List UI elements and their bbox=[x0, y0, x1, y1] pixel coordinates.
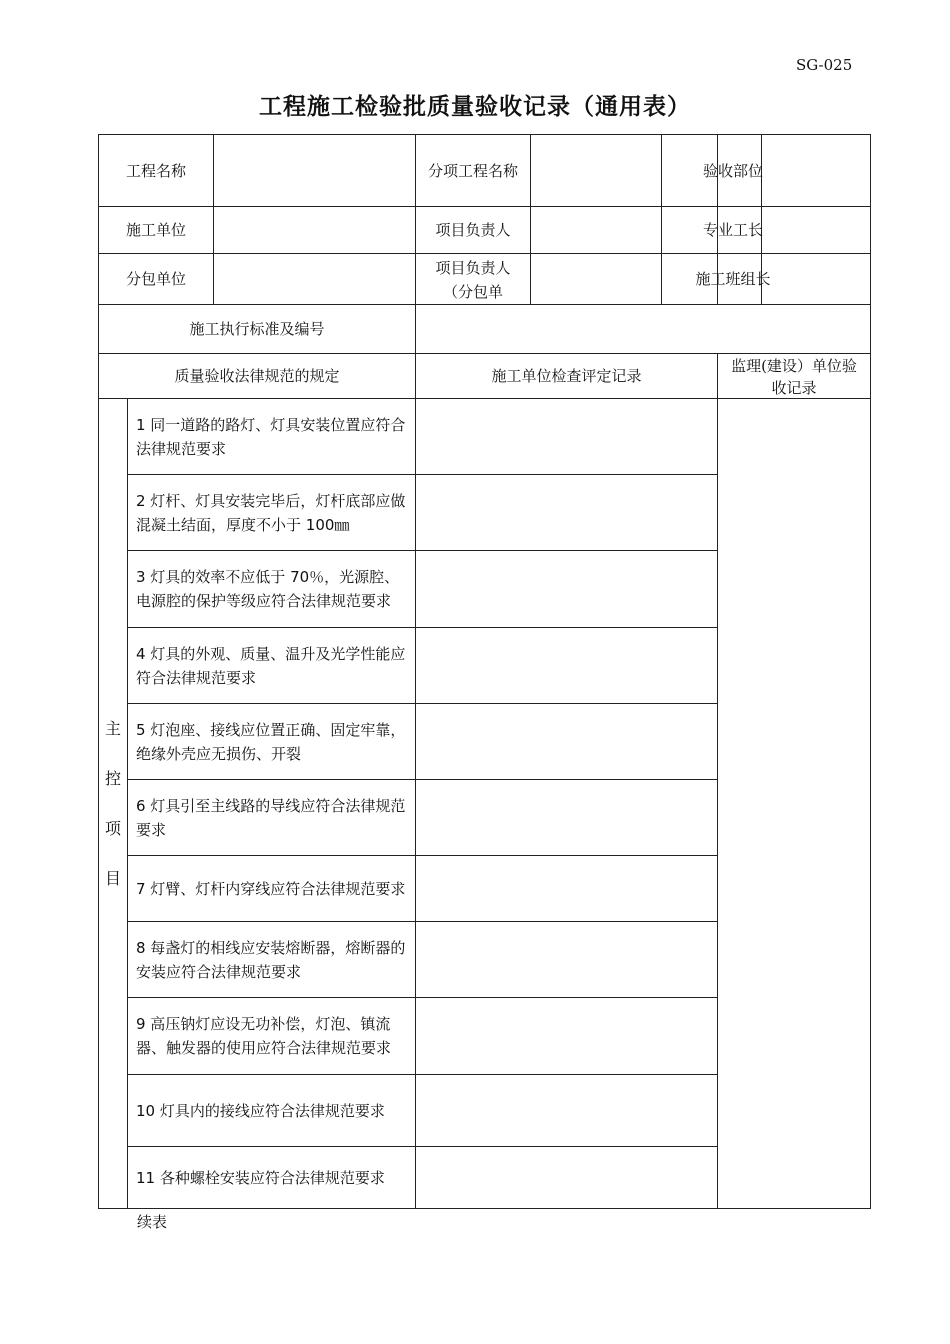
requirement-item: 8 每盏灯的相线应安装熔断器，熔断器的安装应符合法律规范要求 bbox=[128, 922, 416, 998]
table-row bbox=[99, 399, 871, 475]
acceptance-form-table bbox=[98, 134, 871, 1209]
construction-record-cell[interactable] bbox=[416, 998, 718, 1075]
construction-unit-label: 施工单位 bbox=[99, 207, 214, 254]
requirement-item: 9 高压钠灯应设无功补偿，灯泡、镇流器、触发器的使用应符合法律规范要求 bbox=[128, 998, 416, 1075]
construction-record-cell[interactable] bbox=[416, 1147, 718, 1209]
header-row-3 bbox=[99, 254, 871, 305]
subcontractor-field[interactable] bbox=[214, 254, 416, 305]
standard-label: 施工执行标准及编号 bbox=[99, 305, 416, 354]
main-control-char: 控 bbox=[104, 768, 121, 788]
sub-manager-field[interactable] bbox=[531, 254, 771, 305]
requirement-item: 3 灯具的效率不应低于 70％，光源腔、电源腔的保护等级应符合法律规范要求 bbox=[128, 551, 416, 628]
subcontractor-label: 分包单位 bbox=[99, 254, 214, 305]
team-leader-label: 施工班组长 bbox=[661, 254, 804, 304]
construction-record-cell[interactable] bbox=[416, 780, 718, 856]
standard-row bbox=[99, 305, 871, 354]
continued-note: 续表 bbox=[137, 1213, 168, 1231]
main-control-char: 主 bbox=[104, 718, 121, 738]
construction-record-cell[interactable] bbox=[416, 475, 718, 551]
document-code: SG-025 bbox=[796, 56, 853, 74]
header-row-1 bbox=[99, 135, 871, 207]
construction-record-column-header: 施工单位检查评定记录 bbox=[416, 354, 718, 399]
project-manager-field[interactable] bbox=[531, 207, 764, 254]
requirement-item: 1 同一道路的路灯、灯具安装位置应符合法律规范要求 bbox=[128, 399, 416, 475]
regulation-column-header: 质量验收法律规范的规定 bbox=[99, 354, 416, 399]
construction-record-cell[interactable] bbox=[416, 856, 718, 922]
main-control-char: 项 bbox=[104, 818, 121, 838]
column-header-row bbox=[99, 354, 871, 399]
page-title: 工程施工检验批质量验收记录（通用表） bbox=[259, 94, 691, 120]
requirement-item: 11 各种螺栓安装应符合法律规范要求 bbox=[128, 1147, 416, 1209]
supervision-record-cell[interactable] bbox=[718, 399, 871, 1209]
requirement-item: 2 灯杆、灯具安装完毕后，灯杆底部应做混凝土结面，厚度不小于 100㎜ bbox=[128, 475, 416, 551]
requirement-item: 7 灯臂、灯杆内穿线应符合法律规范要求 bbox=[128, 856, 416, 922]
construction-record-cell[interactable] bbox=[416, 704, 718, 780]
construction-record-cell[interactable] bbox=[416, 628, 718, 704]
project-manager-label: 项目负责人 bbox=[416, 207, 531, 254]
main-control-label bbox=[99, 399, 128, 1209]
sub-manager-label: 项目负责人（分包单 bbox=[416, 254, 531, 305]
foreman-label: 专业工长 bbox=[661, 207, 804, 253]
project-name-label: 工程名称 bbox=[99, 135, 214, 207]
requirement-item: 5 灯泡座、接线应位置正确、固定牢靠，绝缘外壳应无损伤、开裂 bbox=[128, 704, 416, 780]
construction-unit-field[interactable] bbox=[214, 207, 416, 254]
acceptance-part-label: 验收部位 bbox=[661, 135, 804, 206]
construction-record-cell[interactable] bbox=[416, 399, 718, 475]
requirement-item: 6 灯具引至主线路的导线应符合法律规范要求 bbox=[128, 780, 416, 856]
sub-project-label: 分项工程名称 bbox=[416, 135, 531, 207]
requirement-item: 4 灯具的外观、质量、温升及光学性能应符合法律规范要求 bbox=[128, 628, 416, 704]
construction-record-cell[interactable] bbox=[416, 1075, 718, 1147]
supervision-record-column-header: 监理(建设）单位验收记录 bbox=[718, 354, 871, 399]
standard-field[interactable] bbox=[416, 305, 871, 354]
sub-project-field[interactable] bbox=[531, 135, 764, 207]
requirement-item: 10 灯具内的接线应符合法律规范要求 bbox=[128, 1075, 416, 1147]
construction-record-cell[interactable] bbox=[416, 551, 718, 628]
construction-record-cell[interactable] bbox=[416, 922, 718, 998]
header-row-2 bbox=[99, 207, 871, 254]
main-control-char: 目 bbox=[104, 868, 121, 888]
project-name-field[interactable] bbox=[214, 135, 416, 207]
